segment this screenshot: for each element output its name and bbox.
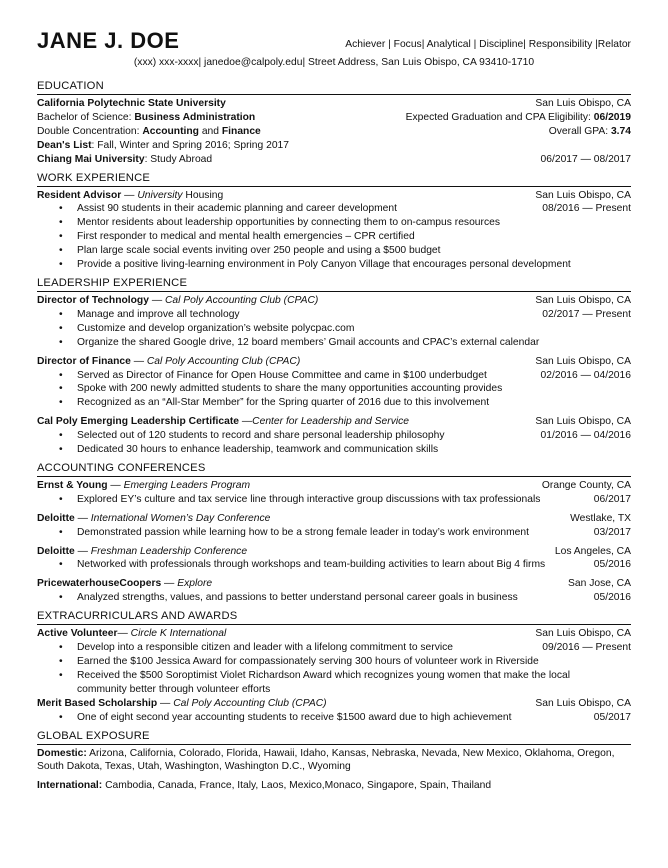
bullet-text: Served as Director of Finance for Open House Committee and came in $100 underbudget	[77, 369, 487, 381]
leadership-dash: —	[239, 416, 253, 428]
leadership-location: San Luis Obispo, CA	[535, 294, 631, 306]
section-title-conferences: ACCOUNTING CONFERENCES	[37, 461, 631, 477]
work-location: San Luis Obispo, CA	[535, 189, 631, 201]
concentration-prefix: Double Concentration:	[37, 125, 143, 137]
bullet-icon: •	[59, 493, 63, 505]
leadership-dash: —	[148, 294, 165, 306]
expected-graduation	[406, 111, 631, 125]
bullet-text: Develop into a responsible citizen and leader with a lifelong commitment to service	[77, 642, 454, 654]
concentration-1: Accounting	[142, 125, 199, 137]
conference-title	[37, 577, 212, 591]
list-item	[37, 443, 631, 457]
contact-line: (xxx) xxx-xxxx| janedoe@calpoly.edu| Street Address, San Luis Obispo, CA 93410-1710	[133, 57, 535, 68]
international-label: International:	[37, 780, 103, 792]
concentration-text	[37, 125, 261, 139]
conference-event: Explore	[177, 578, 213, 590]
bullet-icon: •	[59, 711, 63, 723]
gpa	[549, 125, 631, 139]
bullet-text: First responder to medical and mental health emergencies – CPR certified	[77, 231, 415, 243]
bullet-text: Received the $500 Soroptimist Violet Richardson Award which recognizes young women that make the local community better through volunteer efforts	[77, 669, 570, 695]
leadership-role-line	[37, 294, 318, 308]
section-title-global: GLOBAL EXPOSURE	[37, 729, 631, 745]
scholarship-date: 05/2017	[593, 711, 631, 723]
list-item	[37, 322, 631, 336]
bullet-icon: •	[59, 444, 63, 456]
bullet-text: Plan large scale social events inviting over 250 people and using a $500 budget	[77, 245, 441, 257]
bullet-icon: •	[59, 559, 63, 571]
leadership-entry-header	[37, 294, 631, 308]
list-item	[37, 396, 631, 410]
list-item	[37, 655, 631, 669]
conference-bullets	[37, 493, 631, 507]
volunteer-bullets	[37, 641, 631, 697]
concentration-2: Finance	[221, 125, 261, 137]
section-title-extracurriculars: EXTRACURRICULARS AND AWARDS	[37, 609, 631, 625]
leadership-location: San Luis Obispo, CA	[535, 416, 631, 428]
conference-bullets	[37, 591, 631, 605]
education-degree-row	[37, 111, 631, 125]
bullet-text: Organize the shared Google drive, 12 board members’ Gmail accounts and CPAC’s external calendar	[77, 336, 540, 348]
leadership-bullets	[37, 308, 631, 350]
deans-label: Dean's List	[37, 139, 92, 151]
abroad-text: : Study Abroad	[144, 153, 213, 165]
leadership-bullets	[37, 369, 631, 411]
study-abroad-row	[37, 153, 631, 167]
study-abroad	[37, 153, 212, 167]
bullet-icon: •	[59, 592, 63, 604]
conference-date: 05/2016	[593, 559, 631, 571]
leadership-dates: 02/2017 — Present	[542, 308, 631, 320]
list-item	[37, 308, 631, 322]
volunteer-role: Active Volunteer	[37, 628, 118, 640]
conference-dash: —	[74, 512, 91, 524]
bullet-icon: •	[59, 430, 63, 442]
conference-date: 03/2017	[593, 526, 631, 538]
conference-date: 05/2016	[593, 592, 631, 604]
expected-date: 06/2019	[593, 111, 631, 123]
work-org-italic: University	[137, 189, 183, 201]
conference-org: Deloitte	[37, 512, 75, 524]
conference-header	[37, 479, 631, 493]
leadership-role: Director of Technology	[37, 294, 149, 306]
list-item	[37, 216, 631, 230]
conference-bullets	[37, 558, 631, 572]
degree-name: Business Administration	[134, 111, 256, 123]
leadership-role: Director of Finance	[37, 355, 131, 367]
conference-event: Freshman Leadership Conference	[90, 545, 248, 557]
bullet-icon: •	[59, 669, 63, 681]
conference-org: Ernst & Young	[37, 479, 108, 491]
school-location: San Luis Obispo, CA	[535, 98, 631, 109]
conference-location: Orange County, CA	[541, 479, 631, 491]
leadership-role-line	[37, 355, 300, 369]
bullet-icon: •	[59, 642, 63, 654]
bullet-text: Spoke with 200 newly admitted students to share the many opportunities accounting provides	[77, 383, 503, 395]
volunteer-role-line	[37, 627, 226, 641]
conference-date: 06/2017	[593, 493, 631, 505]
bullet-icon: •	[59, 397, 63, 409]
deans-list-row	[37, 139, 631, 153]
work-dash: —	[121, 189, 138, 201]
conference-header	[37, 577, 631, 591]
bullet-icon: •	[59, 336, 63, 348]
bullet-icon: •	[59, 656, 63, 667]
work-entry-header	[37, 189, 631, 203]
bullet-text: Dedicated 30 hours to enhance leadership, teamwork and communication skills	[77, 444, 439, 456]
bullet-icon: •	[59, 231, 63, 243]
list-item	[37, 429, 631, 443]
school-name: California Polytechnic State University	[37, 98, 226, 109]
bullet-text: Networked with professionals through workshops and team-building activities to learn about Big 4 firms	[77, 559, 546, 571]
bullet-text: Recognized as an “All-Star Member” for the Spring quarter of 2016 due to this involvement	[77, 397, 490, 409]
conference-event: Emerging Leaders Program	[123, 479, 251, 491]
bullet-text: Provide a positive living-learning environment in Poly Canyon Village that encourages personal development	[77, 259, 571, 271]
conference-event: International Women’s Day Conference	[90, 512, 271, 524]
leadership-dates: 02/2016 — 04/2016	[540, 369, 631, 381]
international-exposure	[37, 779, 631, 793]
volunteer-location: San Luis Obispo, CA	[535, 628, 631, 640]
conference-org: Deloitte	[37, 545, 75, 557]
leadership-org: Cal Poly Accounting Club (CPAC)	[164, 294, 319, 306]
list-item	[37, 558, 631, 572]
list-item	[37, 493, 631, 507]
list-item	[37, 641, 631, 655]
leadership-role: Cal Poly Emerging Leadership Certificate	[37, 416, 239, 428]
scholarship-role: Merit Based Scholarship	[37, 697, 158, 709]
leadership-dates: 01/2016 — 04/2016	[540, 430, 631, 442]
bullet-text: Manage and improve all technology	[77, 308, 240, 320]
abroad-dates: 06/2017 — 08/2017	[540, 153, 631, 165]
scholarship-header	[37, 697, 631, 711]
bullet-text: Customize and develop organization’s website polycpac.com	[77, 322, 355, 334]
bullet-text: Selected out of 120 students to record and share personal leadership philosophy	[77, 430, 445, 442]
bullet-text: Assist 90 students in their academic planning and career development	[77, 203, 397, 215]
bullet-icon: •	[59, 322, 63, 334]
list-item	[37, 258, 631, 272]
scholarship-location: San Luis Obispo, CA	[535, 697, 631, 709]
conference-bullets	[37, 526, 631, 540]
bullet-text: One of eight second year accounting students to receive $1500 award due to high achievement	[77, 711, 512, 723]
concentration-and: and	[198, 125, 222, 137]
list-item	[37, 202, 631, 216]
leadership-org: Center for Leadership and Service	[252, 416, 410, 428]
list-item	[37, 230, 631, 244]
bullet-icon: •	[59, 259, 63, 271]
leadership-entry-header	[37, 355, 631, 369]
leadership-entry-header	[37, 415, 631, 429]
section-title-education: EDUCATION	[37, 79, 631, 95]
leadership-location: San Luis Obispo, CA	[535, 355, 631, 367]
work-org-rest: Housing	[182, 189, 224, 201]
degree-prefix: Bachelor of Science:	[37, 111, 135, 123]
list-item	[37, 526, 631, 540]
bullet-icon: •	[59, 308, 63, 320]
leadership-role-line	[37, 415, 409, 429]
bullet-icon: •	[59, 526, 63, 538]
bullet-icon: •	[59, 369, 63, 381]
domestic-text: Arizona, California, Colorado, Florida, Hawaii, Idaho, Kansas, Nebraska, Nevada, New Mexico, Oklahoma, Oregon, South Dakota, Texas, Utah, Washington, Washington D.C., Wyoming	[37, 747, 615, 773]
conference-dash: —	[107, 479, 124, 491]
list-item	[37, 369, 631, 383]
gpa-prefix: Overall GPA:	[548, 125, 611, 137]
candidate-name: JANE J. DOE	[37, 28, 180, 53]
education-school-row	[37, 97, 631, 111]
work-dates: 08/2016 — Present	[542, 203, 631, 215]
bullet-text: Mentor residents about leadership opportunities by connecting them to on-campus resources	[77, 217, 500, 229]
scholarship-bullets	[37, 711, 631, 725]
work-role-line	[37, 189, 223, 203]
work-bullets	[37, 202, 631, 272]
conference-location: Los Angeles, CA	[554, 545, 631, 557]
volunteer-org: Circle K International	[130, 628, 227, 640]
work-role: Resident Advisor	[37, 189, 122, 201]
volunteer-dates: 09/2016 — Present	[542, 642, 631, 654]
domestic-exposure	[37, 747, 631, 775]
volunteer-dash: —	[117, 628, 131, 640]
conference-header	[37, 512, 631, 526]
bullet-icon: •	[59, 245, 63, 257]
section-title-work: WORK EXPERIENCE	[37, 171, 631, 187]
deans-text: : Fall, Winter and Spring 2016; Spring 2017	[91, 139, 290, 151]
conference-header	[37, 545, 631, 559]
conference-dash: —	[74, 545, 91, 557]
bullet-icon: •	[59, 217, 63, 229]
gpa-value: 3.74	[610, 125, 631, 137]
section-title-leadership: LEADERSHIP EXPERIENCE	[37, 276, 631, 292]
list-item	[37, 591, 631, 605]
conference-title	[37, 545, 247, 559]
strengths-tagline: Achiever | Focus| Analytical | Discipline| Responsibility |Relator	[345, 39, 631, 50]
scholarship-dash: —	[157, 697, 174, 709]
resume-body	[37, 79, 631, 793]
leadership-bullets	[37, 429, 631, 457]
conference-location: San Jose, CA	[568, 578, 631, 590]
bullet-text: Earned the $100 Jessica Award for compassionately serving 300 hours of volunteer work in Riverside	[77, 656, 539, 667]
leadership-org: Cal Poly Accounting Club (CPAC)	[146, 355, 301, 367]
list-item	[37, 336, 631, 350]
scholarship-role-line	[37, 697, 327, 711]
bullet-icon: •	[59, 203, 63, 215]
degree-text	[37, 111, 255, 125]
scholarship-org: Cal Poly Accounting Club (CPAC)	[173, 697, 327, 709]
conference-title	[37, 512, 270, 526]
list-item	[37, 669, 631, 697]
bullet-text: Explored EY’s culture and tax service line through interactive group discussions with tax professionals	[77, 493, 541, 505]
international-text: Cambodia, Canada, France, Italy, Laos, Mexico,Monaco, Singapore, Spain, Thailand	[102, 780, 492, 792]
expected-prefix: Expected Graduation and CPA Eligibility:	[405, 111, 594, 123]
conference-dash: —	[161, 578, 178, 590]
volunteer-header	[37, 627, 631, 641]
conference-org: PricewaterhouseCoopers	[37, 578, 162, 590]
bullet-icon: •	[59, 383, 63, 395]
list-item	[37, 382, 631, 396]
list-item	[37, 711, 631, 725]
conference-location: Westlake, TX	[570, 512, 631, 524]
leadership-dash: —	[130, 355, 147, 367]
education-concentration-row	[37, 125, 631, 139]
conference-title	[37, 479, 250, 493]
list-item	[37, 244, 631, 258]
domestic-label: Domestic:	[37, 747, 87, 759]
abroad-school: Chiang Mai University	[37, 153, 145, 165]
bullet-text: Analyzed strengths, values, and passions to better understand personal career goals in business	[77, 592, 518, 604]
bullet-text: Demonstrated passion while learning how to be a strong female leader in today’s work environment	[77, 526, 529, 538]
deans-list	[37, 139, 289, 153]
